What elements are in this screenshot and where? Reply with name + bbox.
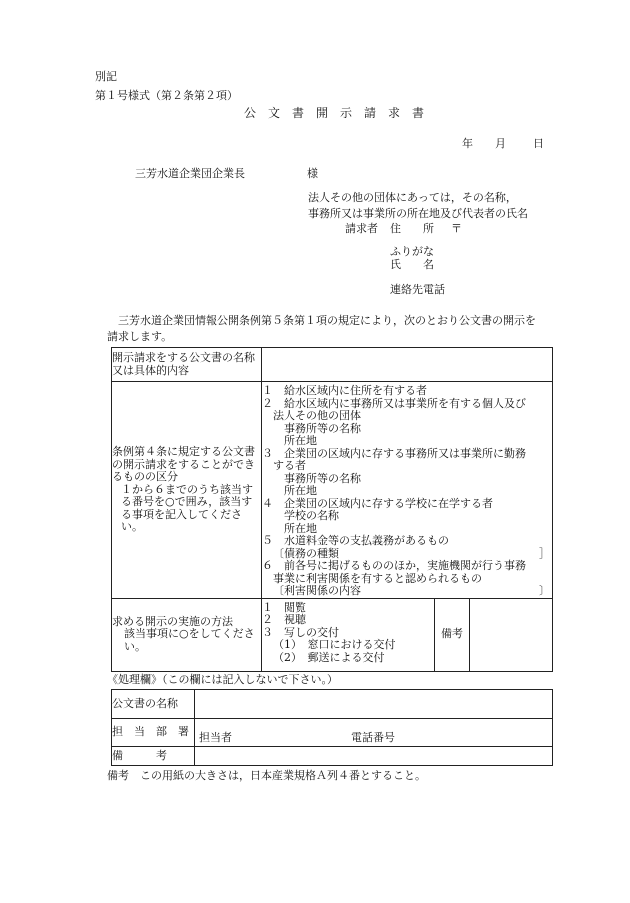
requester-category-options <box>262 382 553 599</box>
form-number: 第１号様式（第２条第２項） <box>95 89 238 102</box>
furigana-label: ふりがな <box>390 245 434 258</box>
processing-remarks-label: 備 考 <box>112 747 195 766</box>
remarks-label: 備考 <box>435 598 470 671</box>
honorific: 様 <box>307 167 318 180</box>
category-option-4-location: 所在地 <box>284 521 317 535</box>
interest-detail-close-bracket: 〕 <box>539 584 551 597</box>
debt-type-label: 〔債務の種類 <box>273 546 339 560</box>
category-option-4-school-name: 学校の名称 <box>284 509 339 522</box>
category-option-6-cont: 事業に利害関係を有すると認められるもの <box>273 571 482 585</box>
addressee: 三芳水道企業団企業長 <box>135 167 245 180</box>
category-option-2-location: 所在地 <box>284 434 317 447</box>
method-option-mail[interactable]: （2） 郵送による交付 <box>273 650 385 664</box>
processing-remarks-cell <box>195 747 553 766</box>
processing-dept-cell <box>195 719 553 747</box>
corporation-note-1: 法人その他の団体にあっては，その名称， <box>308 191 517 204</box>
method-option-view[interactable]: １ 閲覧 <box>262 600 306 614</box>
method-option-counter[interactable]: （1） 窓口における交付 <box>273 638 396 651</box>
processing-phone-label: 電話番号 <box>351 731 395 744</box>
address-label: 住 所 <box>390 222 434 235</box>
processing-table <box>111 689 553 766</box>
contact-phone-label: 連絡先電話 <box>390 283 445 296</box>
processing-person-label: 担当者 <box>199 731 232 744</box>
category-option-3[interactable]: ３ 企業団の区域内に存する事務所又は事業所に勤務 <box>262 446 526 460</box>
requester-label: 請求者 <box>345 222 378 235</box>
corporation-note-2: 事務所又は事業所の所在地及び代表者の氏名 <box>308 207 528 220</box>
method-option-copy[interactable]: ３ 写しの交付 <box>262 625 339 639</box>
processing-doc-name-cell <box>195 690 553 719</box>
date-day-label: 日 <box>533 137 544 150</box>
interest-detail-line[interactable] <box>262 585 552 598</box>
category-option-3-location: 所在地 <box>284 484 317 497</box>
category-option-2[interactable]: ２ 給水区域内に事務所又は事業所を有する個人及び <box>262 396 526 410</box>
category-option-3-office-name: 事務所等の名称 <box>284 471 361 485</box>
category-option-5[interactable]: ５ 水道料金等の支払義務があるもの <box>262 534 449 547</box>
category-option-3-cont: する者 <box>273 459 306 472</box>
category-option-6[interactable]: ６ 前各号に掲げるもののほか，実施機関が行う事務 <box>262 559 526 572</box>
disclosure-method-options <box>262 598 435 671</box>
document-title: 公 文 書 開 示 請 求 書 <box>244 106 425 120</box>
debt-type-line[interactable] <box>262 548 552 561</box>
method-option-watch[interactable]: ２ 視聴 <box>262 613 306 626</box>
request-table <box>111 347 553 672</box>
category-option-2-cont: 法人その他の団体 <box>273 409 361 422</box>
debt-type-close-bracket: ］ <box>539 546 551 560</box>
postal-mark: 〒 <box>451 222 462 235</box>
processing-dept-label: 担 当 部 署 <box>112 719 195 747</box>
processing-header: 《処理欄》（この欄には記入しないで下さい。） <box>107 673 338 686</box>
intro-text-1: 三芳水道企業団情報公開条例第５条第１項の規定により，次のとおり公文書の開示を <box>118 314 536 327</box>
date-year-label: 年 <box>462 137 473 150</box>
document-name-input-cell[interactable] <box>262 348 553 382</box>
remarks-input-cell[interactable] <box>470 598 553 671</box>
attachment-label: 別記 <box>95 70 117 83</box>
intro-text-2: 請求します。 <box>107 330 173 343</box>
name-label: 氏 名 <box>390 258 434 271</box>
category-option-1[interactable]: １ 給水区域内に住所を有する者 <box>262 384 427 397</box>
document-name-label: 開示請求をする公文書の名称又は具体的内容 <box>112 348 262 382</box>
disclosure-method-label: 求める開示の実施の方法 該当事項に○をしてください。 <box>112 598 262 671</box>
category-option-2-office-name: 事務所等の名称 <box>284 421 361 435</box>
category-option-4[interactable]: ４ 企業団の区域内に存する学校に在学する者 <box>262 496 493 510</box>
requester-category-label: 条例第４条に規定する公文書の開示請求をすることができるものの区分 １から６までのうち該当する番号を○で囲み，該当する事項を記入してください。 <box>112 382 262 599</box>
date-month-label: 月 <box>495 137 506 150</box>
paper-size-note: 備考 この用紙の大きさは，日本産業規格Ａ列４番とすること。 <box>107 769 426 782</box>
processing-doc-name-label: 公文書の名称 <box>112 690 195 719</box>
interest-detail-label: 〔利害関係の内容 <box>273 584 361 597</box>
